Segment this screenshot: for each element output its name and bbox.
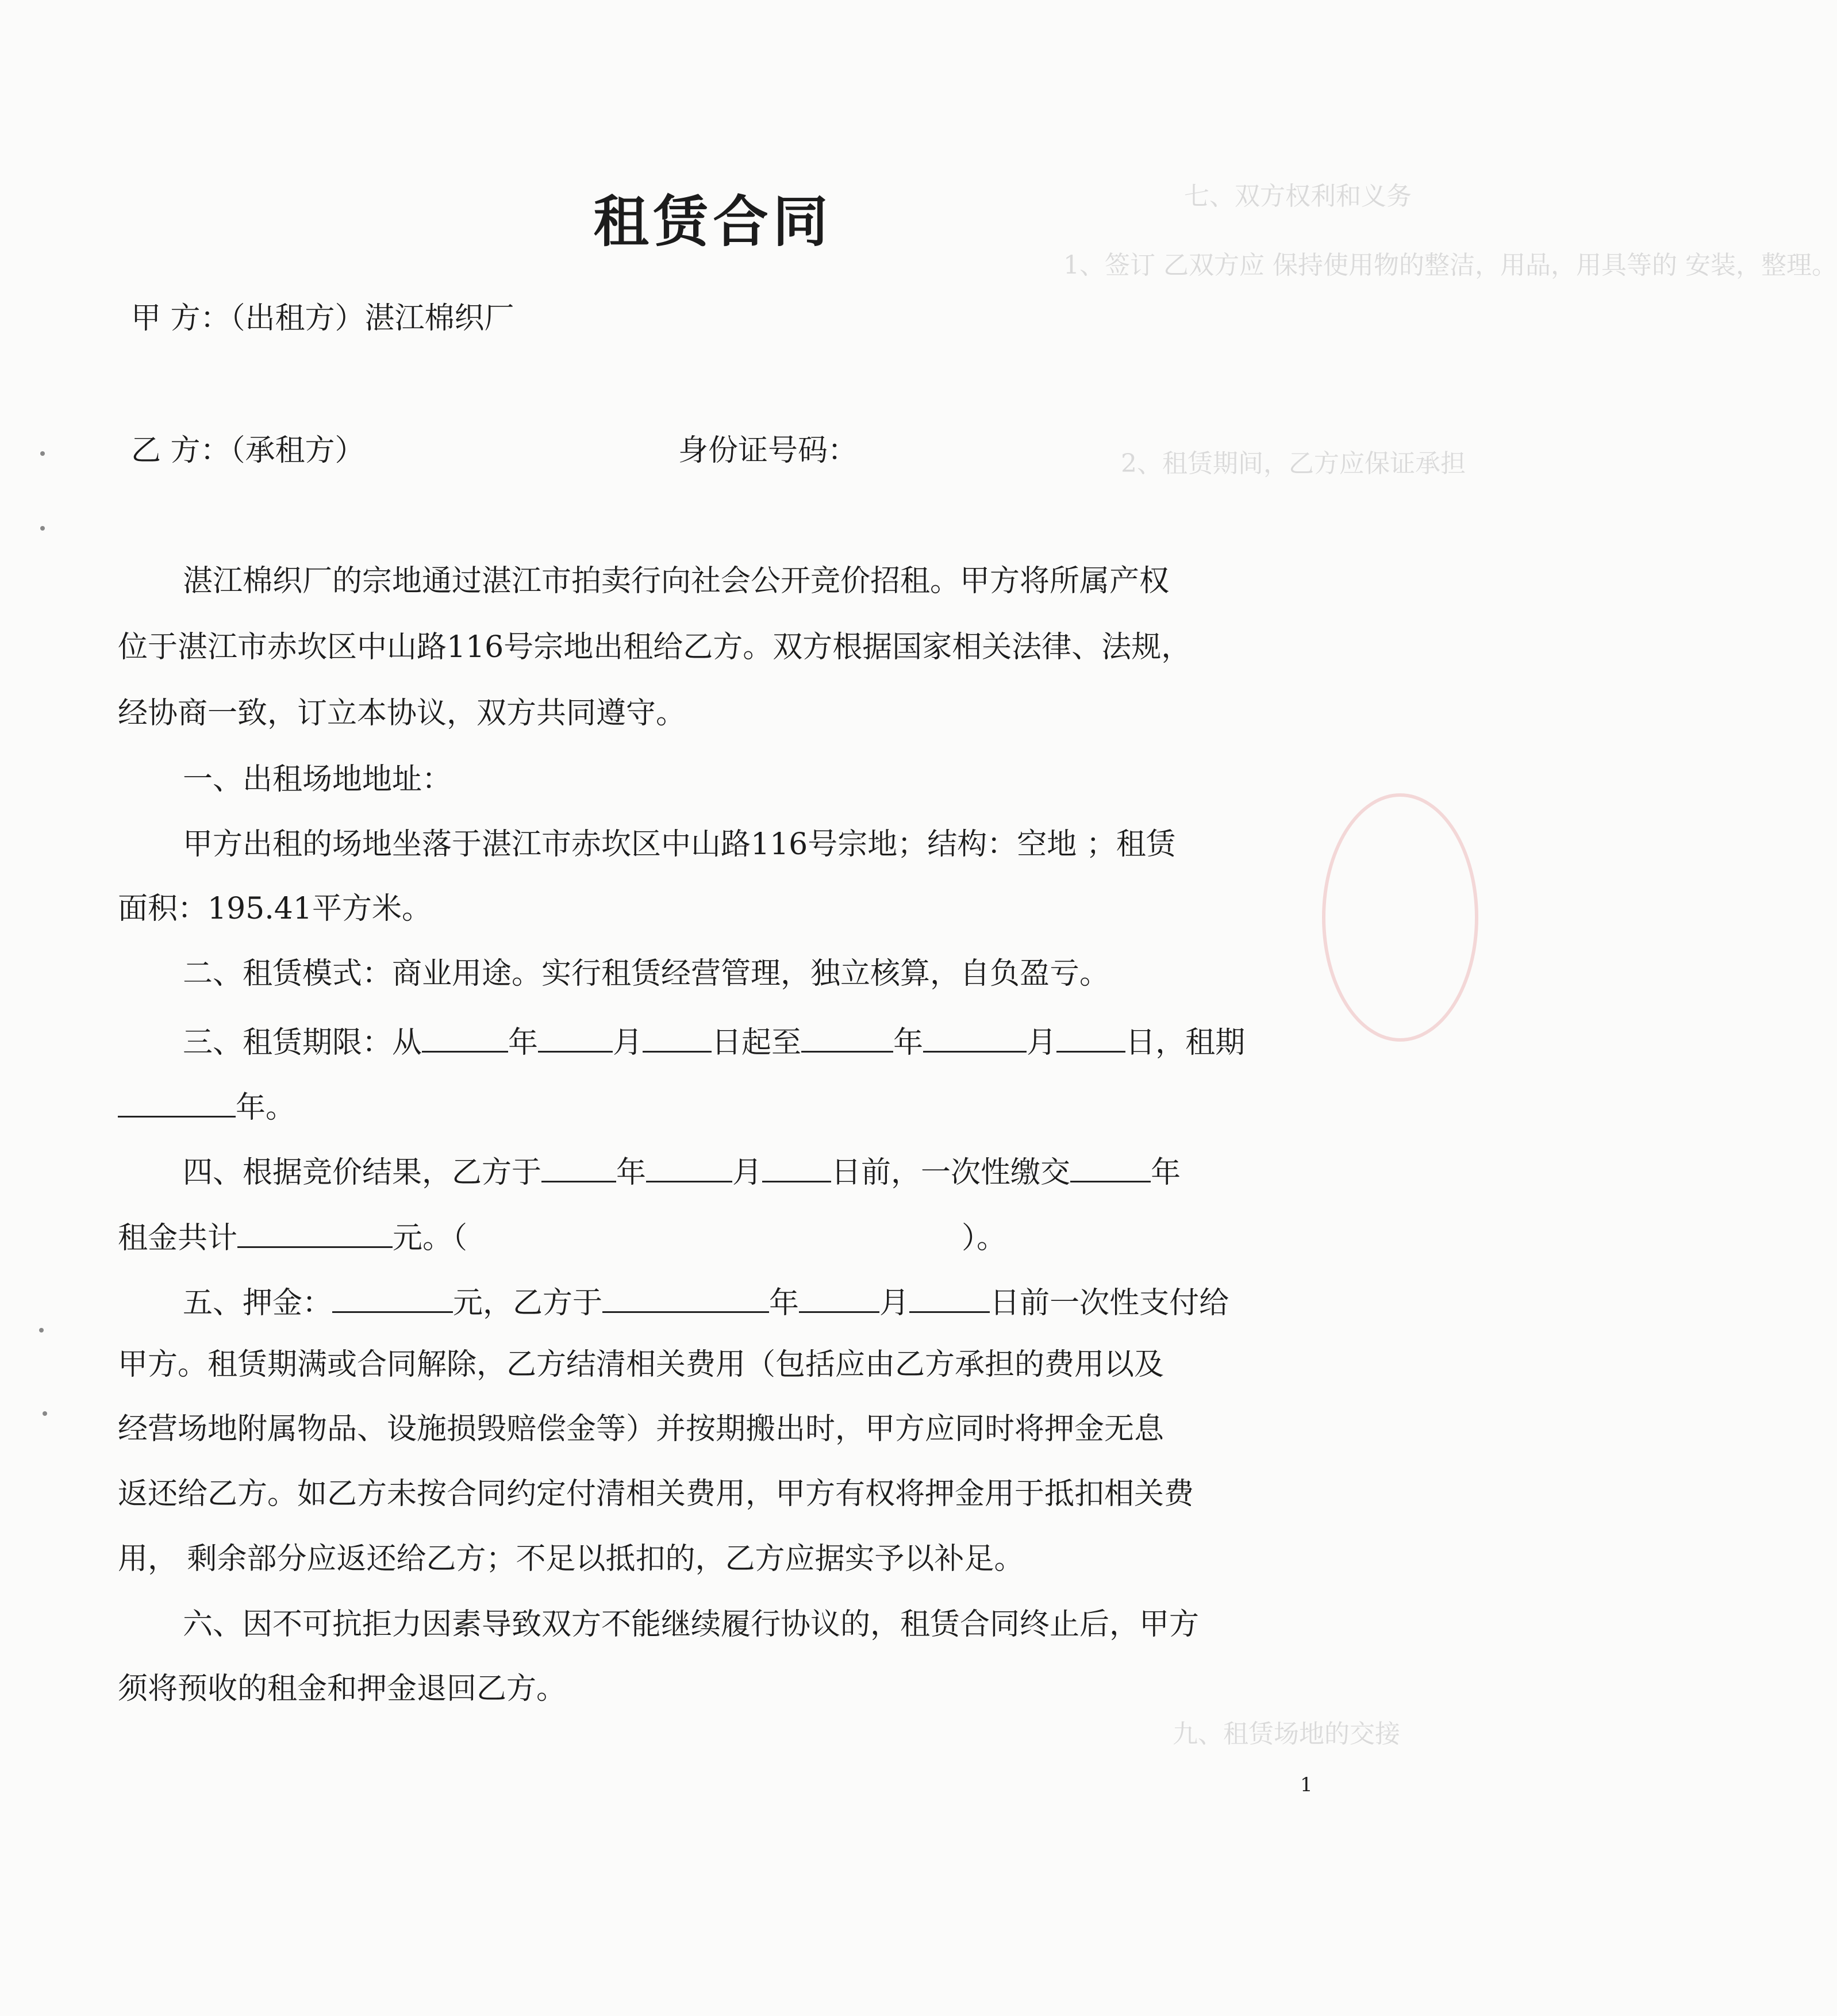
end-year-blank bbox=[801, 1024, 893, 1053]
party-a-value: （出租方）湛江棉织厂 bbox=[230, 301, 514, 336]
faint-stamp bbox=[1322, 793, 1478, 1042]
intro-line: 湛江棉织厂的宗地通过湛江市拍卖行向社会公开竞价招租。甲方将所属产权 bbox=[183, 564, 1170, 598]
text: 年 bbox=[508, 1026, 539, 1060]
section-5-line bbox=[183, 1285, 1229, 1318]
text: 日前一次性支付给 bbox=[990, 1286, 1229, 1320]
party-b-value: （承租方） bbox=[230, 433, 365, 468]
text: ）。 bbox=[962, 1221, 1007, 1255]
deposit-year-blank bbox=[602, 1285, 769, 1313]
section-6: 六、因不可抗拒力因素导致双方不能继续履行协议的，租赁合同终止后，甲方 bbox=[183, 1607, 1200, 1642]
party-b-label: 乙 方： bbox=[131, 433, 230, 468]
end-day-blank bbox=[1056, 1024, 1125, 1053]
end-month-blank bbox=[923, 1024, 1027, 1053]
scan-speck bbox=[43, 1411, 47, 1416]
pay-day-blank bbox=[762, 1154, 831, 1182]
term-years-blank bbox=[118, 1089, 236, 1118]
section-5-prefix: 五、押金： bbox=[183, 1286, 333, 1320]
text: 月 bbox=[1027, 1026, 1057, 1060]
start-day-blank bbox=[643, 1024, 712, 1053]
bleed-through-text: 2、租赁期间，乙方应保证承担 bbox=[1121, 449, 1466, 478]
section-1-body: 甲方出租的场地坐落于湛江市赤坎区中山路116号宗地；结构：空地 ；租赁 bbox=[183, 827, 1176, 862]
text: 月 bbox=[613, 1026, 643, 1060]
rent-amount-blank bbox=[237, 1220, 393, 1248]
intro-line: 经协商一致，订立本协议，双方共同遵守。 bbox=[118, 696, 686, 731]
text: 月 bbox=[732, 1155, 763, 1190]
start-month-blank bbox=[538, 1024, 613, 1053]
pay-month-blank bbox=[646, 1154, 732, 1182]
intro-line: 位于湛江市赤坎区中山路116号宗地出租给乙方。双方根据国家相关法律、法规， bbox=[118, 630, 1192, 665]
section-5-body: 返还给乙方。如乙方未按合同约定付清相关费用，甲方有权将押金用于抵扣相关费 bbox=[118, 1477, 1194, 1511]
section-1-heading: 一、出租场地地址： bbox=[183, 762, 452, 797]
page-number: 1 bbox=[1300, 1773, 1313, 1796]
section-3-line2 bbox=[118, 1089, 295, 1123]
text: 年 bbox=[893, 1026, 924, 1060]
party-a-label: 甲 方： bbox=[131, 301, 230, 336]
deposit-amount-blank bbox=[332, 1285, 453, 1313]
text: 日起至 bbox=[712, 1026, 802, 1060]
text: 年 bbox=[616, 1155, 647, 1190]
section-1-body: 面积：195.41平方米。 bbox=[118, 892, 432, 926]
deposit-month-blank bbox=[799, 1285, 879, 1313]
text: 日，租期 bbox=[1125, 1026, 1246, 1060]
section-3-prefix: 三、租赁期限：从 bbox=[183, 1026, 422, 1060]
text: 年 bbox=[769, 1286, 800, 1320]
party-b-line bbox=[131, 433, 365, 468]
party-a-line bbox=[131, 301, 514, 336]
section-5-body: 用， 剩余部分应返还给乙方；不足以抵扣的，乙方应据实予以补足。 bbox=[118, 1542, 1024, 1576]
text: 日前，一次性缴交 bbox=[831, 1155, 1071, 1190]
id-number-label: 身份证号码： bbox=[678, 433, 858, 468]
text: 元，乙方于 bbox=[453, 1286, 603, 1320]
section-3-line bbox=[183, 1024, 1245, 1058]
scan-speck bbox=[40, 451, 45, 456]
text: 元。（ bbox=[393, 1221, 468, 1255]
bleed-through-text: 1、签订 乙双方应 保持使用物的整洁，用品，用具等的 安装，整理。 bbox=[1063, 251, 1837, 280]
scan-speck bbox=[39, 1328, 44, 1333]
section-5-body: 经营场地附属物品、设施损毁赔偿金等）并按期搬出时，甲方应同时将押金无息 bbox=[118, 1412, 1165, 1446]
deposit-day-blank bbox=[909, 1285, 990, 1313]
rent-total-label: 租金共计 bbox=[118, 1221, 238, 1255]
section-5-body: 甲方。租赁期满或合同解除，乙方结清相关费用（包括应由乙方承担的费用以及 bbox=[118, 1347, 1165, 1382]
text: 年。 bbox=[236, 1090, 296, 1125]
bleed-through-text: 九、租赁场地的交接 bbox=[1173, 1719, 1400, 1749]
text: 年 bbox=[1151, 1155, 1181, 1190]
bleed-through-text: 七、双方权利和义务 bbox=[1184, 182, 1412, 211]
section-4-prefix: 四、根据竞价结果，乙方于 bbox=[183, 1155, 542, 1190]
rent-years-blank bbox=[1070, 1154, 1151, 1182]
text: 月 bbox=[879, 1286, 910, 1320]
section-4-line bbox=[183, 1154, 1181, 1188]
section-2: 二、租赁模式：商业用途。实行租赁经营管理，独立核算，自负盈亏。 bbox=[183, 957, 1110, 991]
start-year-blank bbox=[422, 1024, 508, 1053]
scan-speck bbox=[40, 526, 45, 531]
document-title: 租赁合同 bbox=[593, 189, 833, 254]
section-6: 须将预收的租金和押金退回乙方。 bbox=[118, 1672, 567, 1706]
pay-year-blank bbox=[541, 1154, 616, 1182]
section-4-line2 bbox=[118, 1220, 1006, 1253]
